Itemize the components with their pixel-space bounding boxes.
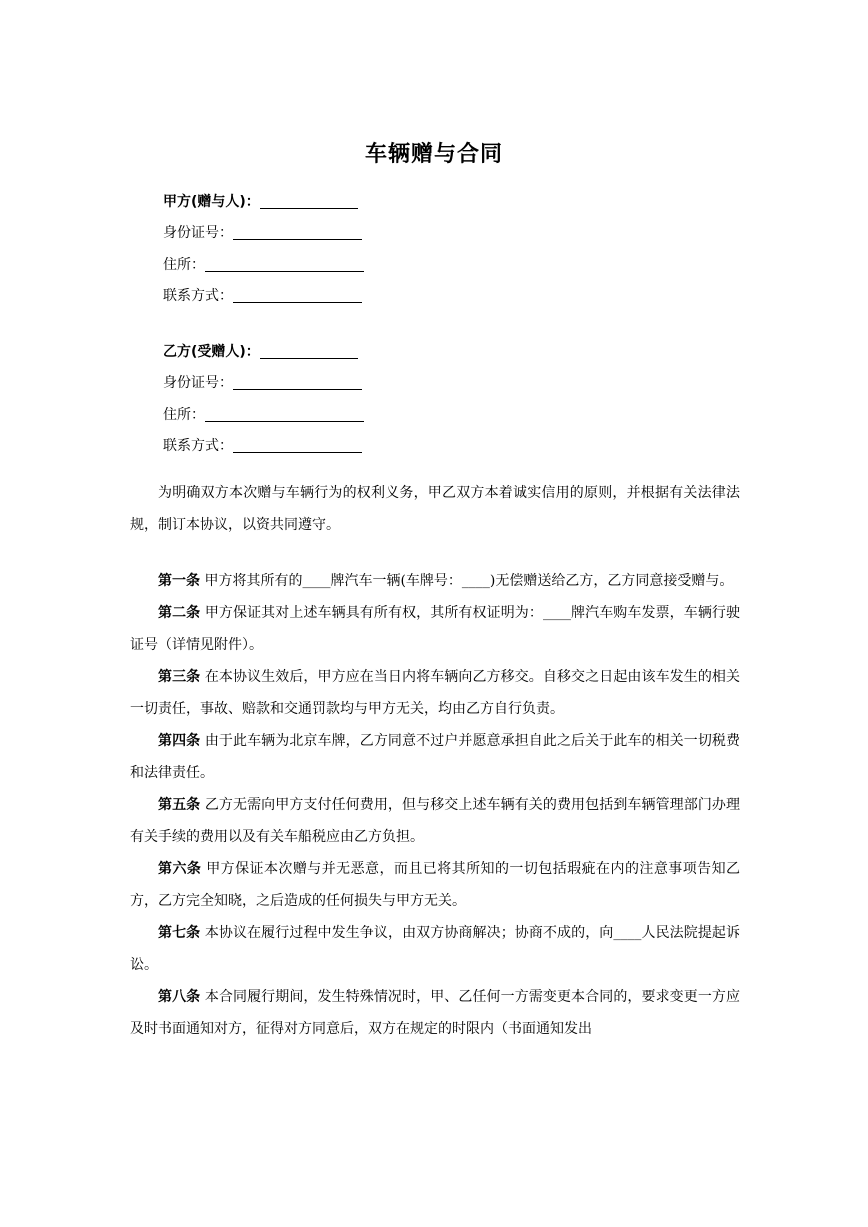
party-b-contact-field: [163, 425, 423, 457]
article-1: [130, 565, 740, 597]
party-a-id-label: 身份证号：: [163, 225, 233, 241]
party-b-block: [163, 330, 423, 456]
party-b-contact-label: 联系方式：: [163, 438, 233, 454]
party-a-address-field: [163, 243, 423, 275]
article-4-title: 第四条: [158, 733, 201, 749]
article-1-text: 甲方将其所有的____牌汽车一辆(车牌号：____)无偿赠送给乙方，乙方同意接受赠与。: [204, 573, 734, 589]
article-4: [130, 725, 740, 789]
article-2-title: 第二条: [158, 605, 201, 621]
article-5-title: 第五条: [158, 797, 201, 813]
party-b-id-field: [163, 362, 423, 394]
party-a-name-blank: [260, 192, 358, 209]
party-a-heading: 甲方(赠与人)：: [163, 193, 260, 210]
party-a-address-label: 住所：: [163, 256, 205, 273]
party-b-name-field: [163, 330, 423, 362]
article-6-title: 第六条: [158, 861, 202, 877]
party-b-id-label: 身份证号：: [163, 375, 233, 391]
article-8-title: 第八条: [158, 989, 201, 1005]
party-a-name-field: [163, 180, 423, 212]
article-8-text: 本合同履行期间，发生特殊情况时，甲、乙任何一方需变更本合同的，要求变更一方应及时书面通知对方，征得对方同意后，双方在规定的时限内（书面通知发出: [130, 989, 741, 1037]
article-3-title: 第三条: [158, 669, 201, 685]
party-a-contact-label: 联系方式：: [163, 288, 233, 304]
party-a-id-blank: [233, 223, 362, 240]
document-title: 车辆赠与合同: [364, 142, 503, 167]
article-6: [130, 853, 740, 917]
party-a-id-field: [163, 212, 423, 244]
party-b-name-blank: [260, 342, 358, 359]
article-7: [130, 917, 740, 981]
article-5-text: 乙方无需向甲方支付任何费用，但与移交上述车辆有关的费用包括到车辆管理部门办理有关手续的费用以及有关车船税应由乙方负担。: [130, 797, 741, 845]
article-4-text: 由于此车辆为北京车牌，乙方同意不过户并愿意承担自此之后关于此车的相关一切税费和法律责任。: [130, 733, 741, 781]
party-a-contact-field: [163, 275, 423, 307]
article-8: [130, 981, 740, 1045]
party-b-address-blank: [205, 405, 364, 422]
article-3: [130, 661, 740, 725]
party-b-contact-blank: [233, 436, 362, 453]
article-7-title: 第七条: [158, 925, 201, 941]
party-b-heading: 乙方(受赠人)：: [163, 343, 260, 360]
contract-body: [130, 477, 740, 1045]
article-1-title: 第一条: [158, 573, 200, 589]
article-2-text: 甲方保证其对上述车辆具有所有权，其所有权证明为：____牌汽车购车发票，车辆行驶证号（详情见附件）。: [130, 605, 741, 653]
article-3-text: 在本协议生效后，甲方应在当日内将车辆向乙方移交。自移交之日起由该车发生的相关一切责任，事故、赔款和交通罚款均与甲方无关，均由乙方自行负责。: [130, 669, 741, 717]
party-b-address-field: [163, 393, 423, 425]
party-b-id-blank: [233, 373, 362, 390]
article-6-text: 甲方保证本次赠与并无恶意，而且已将其所知的一切包括瑕疵在内的注意事项告知乙方，乙方完全知晓，之后造成的任何损失与甲方无关。: [130, 861, 741, 909]
intro-paragraph: 为明确双方本次赠与车辆行为的权利义务，甲乙双方本着诚实信用的原则，并根据有关法律法规，制订本协议，以资共同遵守。: [130, 485, 740, 533]
party-b-address-label: 住所：: [163, 406, 205, 423]
party-a-address-blank: [205, 255, 364, 272]
party-a-contact-blank: [233, 286, 362, 303]
party-a-block: [163, 180, 423, 306]
article-7-text: 本协议在履行过程中发生争议，由双方协商解决；协商不成的，向____人民法院提起诉讼。: [130, 925, 741, 973]
article-5: [130, 789, 740, 853]
article-2: [130, 597, 740, 661]
